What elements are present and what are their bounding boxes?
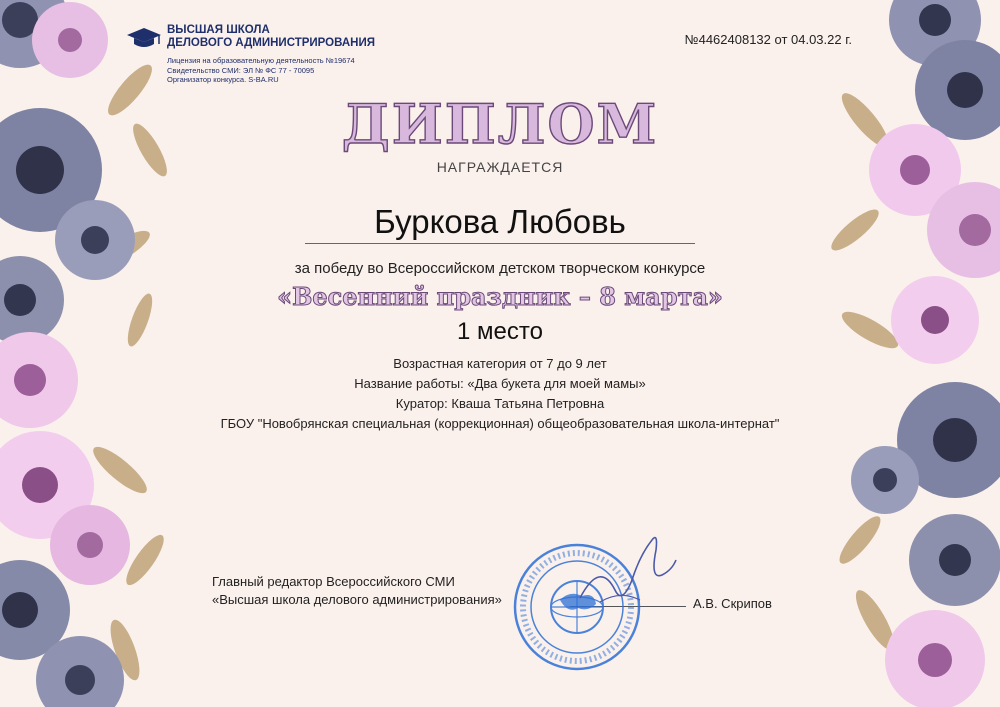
awarded-label: НАГРАЖДАЕТСЯ <box>436 159 564 175</box>
organization-name <box>167 24 427 50</box>
signer-title-line2: «Высшая школа делового администрирования» <box>212 592 502 607</box>
license-text: Лицензия на образовательную деятельность №19674 <box>167 56 355 65</box>
handwritten-signature-icon <box>560 520 690 620</box>
age-category: Возрастная категория от 7 до 9 лет <box>393 356 607 371</box>
work-name: Название работы: «Два букета для моей мамы» <box>354 376 646 391</box>
signer-name: А.В. Скрипов <box>693 596 772 611</box>
place-award: 1 место <box>457 318 543 345</box>
media-certificate-text: Свидетельство СМИ: ЭЛ № ФС 77 - 70095 <box>167 65 315 75</box>
signer-title-line1: Главный редактор Всероссийского СМИ <box>212 574 455 589</box>
recipient-name: Буркова Любовь <box>305 203 695 244</box>
organization-meta <box>167 56 427 85</box>
curator: Куратор: Кваша Татьяна Петровна <box>395 396 605 411</box>
graduation-cap-icon <box>126 26 162 50</box>
organization-name-line2: ДЕЛОВОГО АДМИНИСТРИРОВАНИЯ <box>167 37 376 49</box>
signer-title <box>212 573 502 609</box>
school-name: ГБОУ "Новобрянская специальная (коррекционная) общеобразовательная школа-интернат" <box>220 416 780 431</box>
certificate-number: №4462408132 от 04.03.22 г. <box>684 32 852 47</box>
organizer-text: Организатор конкурса. S-BA.RU <box>167 75 279 84</box>
organization-name-line1: ВЫСШАЯ ШКОЛА <box>167 24 270 36</box>
contest-description: за победу во Всероссийском детском творческом конкурсе <box>294 260 706 277</box>
diploma-title: ДИПЛОМ <box>341 92 659 156</box>
contest-name: «Весенний праздник – 8 марта» <box>277 282 723 311</box>
